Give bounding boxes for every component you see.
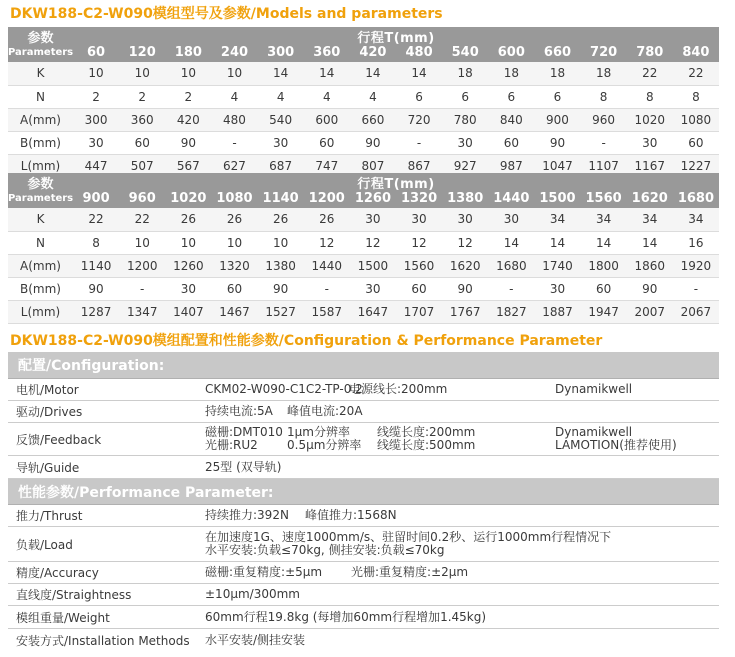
table-cell: 22 — [627, 62, 673, 85]
travel-title: 行程T(mm) — [357, 177, 435, 192]
motor-cable: 电源线长:200mm — [349, 382, 448, 396]
table2-stroke-7: 1320 — [396, 192, 442, 208]
row-label: N — [8, 85, 73, 108]
table-cell: 60 — [673, 131, 719, 154]
table-cell: 60 — [304, 131, 350, 154]
feedback-magnetic-scale: 磁栅:DMT010 — [205, 425, 283, 439]
table-cell: 987 — [488, 154, 534, 177]
table-cell: 10 — [258, 231, 304, 254]
table-cell: 4 — [211, 85, 257, 108]
weight-value: 60mm行程19.8kg (每增加60mm行程增加1.45kg) — [205, 609, 487, 624]
table-cell: 26 — [165, 208, 211, 231]
table2-stroke-10: 1500 — [534, 192, 580, 208]
table-cell: 30 — [396, 208, 442, 231]
table-cell: 10 — [211, 231, 257, 254]
table-cell: 10 — [211, 62, 257, 85]
table2-stroke-9: 1440 — [488, 192, 534, 208]
weight-label: 模组重量/Weight — [16, 610, 110, 625]
parameters-label-en: Parameters — [8, 192, 74, 204]
table-cell: 1467 — [211, 300, 257, 323]
table1-stroke-3: 240 — [211, 46, 257, 62]
table-cell: 960 — [581, 108, 627, 131]
table-cell: 60 — [581, 277, 627, 300]
table-cell: 4 — [304, 85, 350, 108]
models-section-title: DKW188-C2-W090模组型号及参数/Models and parameters — [10, 6, 443, 22]
table-cell: 6 — [488, 85, 534, 108]
table-cell: 1587 — [304, 300, 350, 323]
table-cell: - — [396, 131, 442, 154]
table-cell: 2007 — [627, 300, 673, 323]
parameters-label-zh: 参数 — [27, 30, 54, 46]
table-cell: - — [673, 277, 719, 300]
table2-stroke-8: 1380 — [442, 192, 488, 208]
config-row-drives — [8, 401, 719, 423]
table-cell: - — [488, 277, 534, 300]
table-cell: 14 — [534, 231, 580, 254]
table-cell: 30 — [350, 277, 396, 300]
table-cell: 8 — [673, 85, 719, 108]
table-cell: 1380 — [258, 254, 304, 277]
table-cell: 34 — [673, 208, 719, 231]
table-cell: 1227 — [673, 154, 719, 177]
table-cell: 627 — [211, 154, 257, 177]
load-condition: 在加速度1G、速度1000mm/s、驻留时间0.2秒、运行1000mm行程情况下 — [205, 530, 612, 544]
drives-continuous: 持续电流:5A — [205, 404, 273, 418]
table-cell: 1320 — [211, 254, 257, 277]
thrust-label: 推力/Thrust — [16, 509, 83, 523]
table-cell: 4 — [258, 85, 304, 108]
table-cell: 60 — [119, 131, 165, 154]
table-cell: 14 — [350, 62, 396, 85]
table-cell: 30 — [442, 208, 488, 231]
table-cell: 1287 — [73, 300, 119, 323]
table1-stroke-0: 60 — [73, 46, 119, 62]
table-cell: 1407 — [165, 300, 211, 323]
table-cell: 10 — [165, 231, 211, 254]
table-cell: 90 — [534, 131, 580, 154]
config-table — [8, 352, 719, 651]
parameters-header — [8, 173, 73, 208]
table-cell: 22 — [73, 208, 119, 231]
table-cell: 600 — [304, 108, 350, 131]
thrust-peak: 峰值推力:1568N — [305, 508, 397, 522]
table1-stroke-12: 780 — [627, 46, 673, 62]
table1-stroke-5: 360 — [304, 46, 350, 62]
table-cell: - — [119, 277, 165, 300]
table-cell: 30 — [534, 277, 580, 300]
feedback-magnetic-cable: 线缆长度:200mm — [377, 425, 476, 439]
table-cell: 22 — [673, 62, 719, 85]
accuracy-optical: 光栅:重复精度:±2μm — [351, 565, 469, 579]
thrust-continuous: 持续推力:392N — [205, 508, 289, 522]
table-cell: 30 — [442, 131, 488, 154]
table-cell: 447 — [73, 154, 119, 177]
config-row-motor — [8, 379, 719, 401]
table-cell: 2 — [119, 85, 165, 108]
install-value: 水平安装/侧挂安装 — [205, 632, 306, 647]
config-header: 配置/Configuration: — [8, 352, 719, 379]
table1-stroke-8: 540 — [442, 46, 488, 62]
table-cell: 2 — [73, 85, 119, 108]
table-cell: 540 — [258, 108, 304, 131]
guide-value: 25型 (双导轨) — [205, 459, 282, 474]
performance-header: 性能参数/Performance Parameter: — [8, 479, 719, 505]
parameters-label-zh: 参数 — [27, 176, 54, 192]
table-cell: 18 — [442, 62, 488, 85]
table-cell: 30 — [627, 131, 673, 154]
row-label: L(mm) — [8, 154, 73, 177]
perf-row-install — [8, 629, 719, 651]
table-cell: - — [581, 131, 627, 154]
table1-stroke-13: 840 — [673, 46, 719, 62]
table-cell: 8 — [627, 85, 673, 108]
table2-stroke-13: 1680 — [673, 192, 719, 208]
table-cell: 2 — [165, 85, 211, 108]
travel-header — [73, 27, 719, 46]
table-row — [8, 108, 719, 131]
table-cell: 1107 — [581, 154, 627, 177]
table-cell: 1200 — [119, 254, 165, 277]
table-cell: 90 — [442, 277, 488, 300]
feedback-optical-scale: 光栅:RU2 — [205, 438, 258, 452]
table-cell: 14 — [258, 62, 304, 85]
table2-stroke-4: 1140 — [258, 192, 304, 208]
row-label: K — [8, 208, 73, 231]
table-cell: 6 — [396, 85, 442, 108]
table1-stroke-9: 600 — [488, 46, 534, 62]
table-cell: 12 — [304, 231, 350, 254]
config-row-guide — [8, 456, 719, 479]
config-section-title: DKW188-C2-W090模组配置和性能参数/Configuration & Performance Parameter — [10, 333, 603, 349]
row-label: A(mm) — [8, 108, 73, 131]
table-cell: 90 — [165, 131, 211, 154]
table-cell: 747 — [304, 154, 350, 177]
table-cell: 1020 — [627, 108, 673, 131]
table-cell: 300 — [73, 108, 119, 131]
table-cell: 660 — [350, 108, 396, 131]
table-cell: 10 — [165, 62, 211, 85]
table-cell: 1920 — [673, 254, 719, 277]
table-cell: 30 — [350, 208, 396, 231]
table1-stroke-1: 120 — [119, 46, 165, 62]
perf-row-thrust — [8, 505, 719, 527]
table-row — [8, 131, 719, 154]
table-cell: 480 — [211, 108, 257, 131]
table1-stroke-6: 420 — [350, 46, 396, 62]
table-cell: 14 — [581, 231, 627, 254]
table-cell: 1887 — [534, 300, 580, 323]
row-label: L(mm) — [8, 300, 73, 323]
table-cell: 90 — [73, 277, 119, 300]
load-label: 负载/Load — [16, 537, 73, 552]
table2-stroke-0: 900 — [73, 192, 119, 208]
table-cell: 840 — [488, 108, 534, 131]
travel-title: 行程T(mm) — [357, 31, 435, 46]
perf-row-accuracy — [8, 562, 719, 584]
table-cell: 720 — [396, 108, 442, 131]
table2-stroke-5: 1200 — [304, 192, 350, 208]
table-cell: 60 — [211, 277, 257, 300]
row-label: A(mm) — [8, 254, 73, 277]
table-cell: 1860 — [627, 254, 673, 277]
table2-stroke-3: 1080 — [211, 192, 257, 208]
table2-stroke-11: 1560 — [581, 192, 627, 208]
table-cell: 6 — [442, 85, 488, 108]
drives-label: 驱动/Drives — [16, 405, 83, 419]
table1-stroke-7: 480 — [396, 46, 442, 62]
table-cell: 1260 — [165, 254, 211, 277]
table-cell: 16 — [673, 231, 719, 254]
table-cell: 1680 — [488, 254, 534, 277]
perf-row-weight — [8, 606, 719, 629]
table-cell: 34 — [534, 208, 580, 231]
table-cell: 34 — [627, 208, 673, 231]
table-cell: 26 — [304, 208, 350, 231]
table-cell: 1947 — [581, 300, 627, 323]
row-label: K — [8, 62, 73, 85]
table-cell: 12 — [396, 231, 442, 254]
parameters-table-2 — [8, 173, 719, 324]
table-cell: 1767 — [442, 300, 488, 323]
table1-stroke-4: 300 — [258, 46, 304, 62]
table-row — [8, 300, 719, 323]
table-cell: 8 — [581, 85, 627, 108]
table-cell: 30 — [73, 131, 119, 154]
perf-row-straightness — [8, 584, 719, 606]
motor-label: 电机/Motor — [16, 383, 79, 397]
table-cell: 780 — [442, 108, 488, 131]
table-cell: 1620 — [442, 254, 488, 277]
feedback-optical-cable: 线缆长度:500mm — [377, 438, 476, 452]
table-cell: 1347 — [119, 300, 165, 323]
stroke-header-row — [8, 46, 719, 62]
table-row — [8, 208, 719, 231]
stroke-header-row — [8, 192, 719, 208]
straightness-label: 直线度/Straightness — [16, 588, 132, 602]
table-cell: 10 — [119, 62, 165, 85]
perf-row-load — [8, 527, 719, 562]
table-cell: 14 — [396, 62, 442, 85]
config-row-feedback — [8, 423, 719, 456]
table-row — [8, 62, 719, 85]
feedback-line-optical — [205, 439, 719, 452]
table-cell: 1500 — [350, 254, 396, 277]
table-cell: 687 — [258, 154, 304, 177]
table2-stroke-12: 1620 — [627, 192, 673, 208]
row-label: B(mm) — [8, 131, 73, 154]
table-cell: 1800 — [581, 254, 627, 277]
travel-header — [73, 173, 719, 192]
table-cell: 2067 — [673, 300, 719, 323]
row-label: B(mm) — [8, 277, 73, 300]
table-cell: 26 — [211, 208, 257, 231]
table-cell: 420 — [165, 108, 211, 131]
table-cell: 927 — [442, 154, 488, 177]
table2-stroke-6: 1260 — [350, 192, 396, 208]
table-cell: 18 — [534, 62, 580, 85]
table-cell: 22 — [119, 208, 165, 231]
parameters-label-en: Parameters — [8, 46, 74, 58]
table-cell: 1167 — [627, 154, 673, 177]
table-cell: - — [211, 131, 257, 154]
table-row — [8, 85, 719, 108]
accuracy-magnetic: 磁栅:重复精度:±5μm — [205, 565, 323, 579]
table-row — [8, 231, 719, 254]
table-cell: 1707 — [396, 300, 442, 323]
table-cell: 10 — [119, 231, 165, 254]
table-cell: 1140 — [73, 254, 119, 277]
table1-stroke-2: 180 — [165, 46, 211, 62]
table-cell: 1047 — [534, 154, 580, 177]
table-cell: 12 — [442, 231, 488, 254]
table-cell: 90 — [350, 131, 396, 154]
table-cell: 8 — [73, 231, 119, 254]
table-cell: 14 — [304, 62, 350, 85]
table-cell: 6 — [534, 85, 580, 108]
motor-model: CKM02-W090-C1C2-TP-0.2 — [205, 382, 363, 396]
table-cell: 30 — [258, 131, 304, 154]
table-cell: 30 — [165, 277, 211, 300]
table-cell: 360 — [119, 108, 165, 131]
drives-peak: 峰值电流:20A — [287, 404, 363, 418]
table1-stroke-11: 720 — [581, 46, 627, 62]
table-cell: 1080 — [673, 108, 719, 131]
table-cell: 60 — [396, 277, 442, 300]
table-cell: 1740 — [534, 254, 580, 277]
feedback-optical-brand: LAMOTION(推荐使用) — [555, 438, 677, 452]
table-row — [8, 277, 719, 300]
feedback-label: 反馈/Feedback — [16, 432, 102, 447]
table-cell: 867 — [396, 154, 442, 177]
table-cell: 900 — [534, 108, 580, 131]
table-cell: 14 — [627, 231, 673, 254]
table-cell: 30 — [488, 208, 534, 231]
table-cell: 60 — [488, 131, 534, 154]
table-cell: 1527 — [258, 300, 304, 323]
feedback-magnetic-brand: Dynamikwell — [555, 425, 633, 439]
table-cell: 26 — [258, 208, 304, 231]
table-cell: 10 — [73, 62, 119, 85]
table2-stroke-2: 1020 — [165, 192, 211, 208]
motor-brand: Dynamikwell — [555, 382, 633, 396]
table-cell: 90 — [627, 277, 673, 300]
table-cell: 4 — [350, 85, 396, 108]
feedback-magnetic-resolution: 1μm分辨率 — [287, 425, 350, 439]
guide-label: 导轨/Guide — [16, 460, 80, 475]
install-label: 安装方式/Installation Methods — [16, 633, 190, 648]
load-limits: 水平安装:负载≤70kg, 侧挂安装:负载≤70kg — [205, 543, 445, 557]
table-cell: - — [304, 277, 350, 300]
parameters-table-1 — [8, 27, 719, 178]
table2-stroke-1: 960 — [119, 192, 165, 208]
table-cell: 90 — [258, 277, 304, 300]
table-cell: 1560 — [396, 254, 442, 277]
table-cell: 1827 — [488, 300, 534, 323]
straightness-value: ±10μm/300mm — [205, 587, 300, 601]
table-cell: 507 — [119, 154, 165, 177]
table-cell: 567 — [165, 154, 211, 177]
row-label: N — [8, 231, 73, 254]
table-cell: 1647 — [350, 300, 396, 323]
table-cell: 14 — [488, 231, 534, 254]
table-cell: 12 — [350, 231, 396, 254]
accuracy-label: 精度/Accuracy — [16, 566, 99, 580]
table-cell: 18 — [488, 62, 534, 85]
table-row — [8, 254, 719, 277]
table1-stroke-10: 660 — [534, 46, 580, 62]
table-cell: 1440 — [304, 254, 350, 277]
parameters-header — [8, 27, 73, 62]
table-cell: 807 — [350, 154, 396, 177]
table-cell: 18 — [581, 62, 627, 85]
table-cell: 34 — [581, 208, 627, 231]
feedback-optical-resolution: 0.5μm分辨率 — [287, 438, 362, 452]
